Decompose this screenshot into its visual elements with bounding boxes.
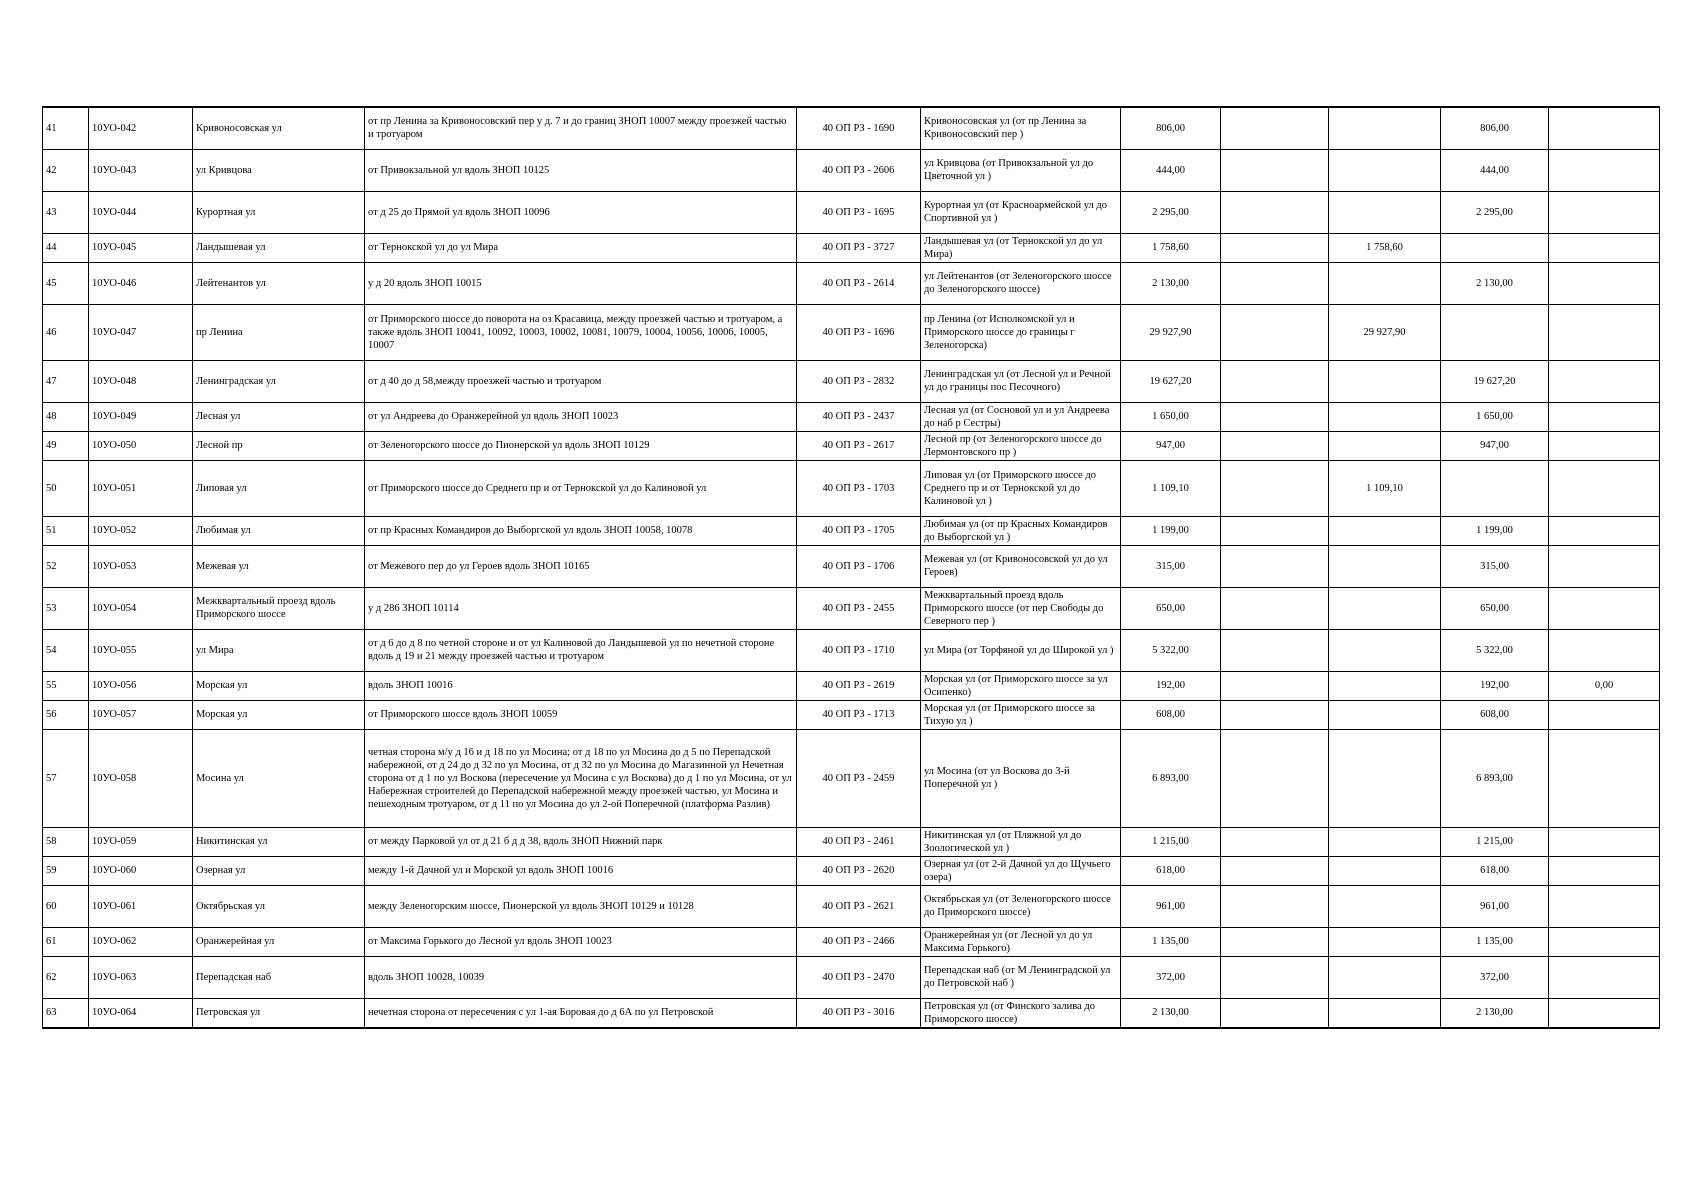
value-column-1 bbox=[1221, 729, 1329, 827]
route-description: вдоль ЗНОП 10016 bbox=[365, 671, 797, 700]
value-column-3: 961,00 bbox=[1441, 885, 1549, 927]
value-column-2 bbox=[1329, 360, 1441, 402]
value-column-3: 372,00 bbox=[1441, 956, 1549, 998]
registry-number: 40 ОП РЗ - 2832 bbox=[797, 360, 921, 402]
registry-number: 40 ОП РЗ - 2461 bbox=[797, 827, 921, 856]
value-column-3 bbox=[1441, 460, 1549, 516]
table-row bbox=[43, 545, 1660, 587]
length-value: 5 322,00 bbox=[1121, 629, 1221, 671]
length-value: 1 650,00 bbox=[1121, 402, 1221, 431]
row-number: 48 bbox=[43, 402, 89, 431]
row-number: 44 bbox=[43, 233, 89, 262]
registry-number: 40 ОП РЗ - 1706 bbox=[797, 545, 921, 587]
row-number: 61 bbox=[43, 927, 89, 956]
registry-number: 40 ОП РЗ - 2619 bbox=[797, 671, 921, 700]
value-column-4 bbox=[1549, 233, 1660, 262]
value-column-2 bbox=[1329, 671, 1441, 700]
road-description: Морская ул (от Приморского шоссе за Тихую ул ) bbox=[921, 700, 1121, 729]
road-description: Межевая ул (от Кривоносовской ул до ул Героев) bbox=[921, 545, 1121, 587]
value-column-1 bbox=[1221, 671, 1329, 700]
street-name: Межевая ул bbox=[193, 545, 365, 587]
road-description: пр Ленина (от Исполкомской ул и Приморского шоссе до границы г Зеленогорска) bbox=[921, 304, 1121, 360]
length-value: 806,00 bbox=[1121, 107, 1221, 149]
table-row bbox=[43, 729, 1660, 827]
row-number: 54 bbox=[43, 629, 89, 671]
street-name: Ландышевая ул bbox=[193, 233, 365, 262]
row-number: 57 bbox=[43, 729, 89, 827]
street-name: Лейтенантов ул bbox=[193, 262, 365, 304]
length-value: 1 199,00 bbox=[1121, 516, 1221, 545]
road-description: ул Мира (от Торфяной ул до Широкой ул ) bbox=[921, 629, 1121, 671]
table-row bbox=[43, 516, 1660, 545]
value-column-3: 1 215,00 bbox=[1441, 827, 1549, 856]
object-code: 10УО-055 bbox=[89, 629, 193, 671]
value-column-4 bbox=[1549, 149, 1660, 191]
row-number: 58 bbox=[43, 827, 89, 856]
registry-number: 40 ОП РЗ - 2470 bbox=[797, 956, 921, 998]
value-column-3: 806,00 bbox=[1441, 107, 1549, 149]
registry-number: 40 ОП РЗ - 1710 bbox=[797, 629, 921, 671]
street-name: Липовая ул bbox=[193, 460, 365, 516]
route-description: от пр Ленина за Кривоносовский пер у д. 7 и до границ ЗНОП 10007 между проезжей частью и тротуаром bbox=[365, 107, 797, 149]
value-column-1 bbox=[1221, 827, 1329, 856]
street-name: Мосина ул bbox=[193, 729, 365, 827]
table-row bbox=[43, 262, 1660, 304]
value-column-2 bbox=[1329, 956, 1441, 998]
value-column-4 bbox=[1549, 998, 1660, 1028]
value-column-4 bbox=[1549, 360, 1660, 402]
row-number: 59 bbox=[43, 856, 89, 885]
table-row bbox=[43, 191, 1660, 233]
street-name: Лесной пр bbox=[193, 431, 365, 460]
object-code: 10УО-052 bbox=[89, 516, 193, 545]
value-column-2 bbox=[1329, 856, 1441, 885]
value-column-1 bbox=[1221, 587, 1329, 629]
value-column-3 bbox=[1441, 304, 1549, 360]
table-row bbox=[43, 431, 1660, 460]
street-name: Лесная ул bbox=[193, 402, 365, 431]
value-column-3: 947,00 bbox=[1441, 431, 1549, 460]
value-column-3: 1 135,00 bbox=[1441, 927, 1549, 956]
route-description: от Приморского шоссе до поворота на оз Красавица, между проезжей частью и тротуаром, а также вдоль ЗНОП 10041, 10092, 10003, 10002, 10081, 10079, 10004, 10056, 10006, 10005, 10007 bbox=[365, 304, 797, 360]
route-description: между 1-й Дачной ул и Морской ул вдоль ЗНОП 10016 bbox=[365, 856, 797, 885]
value-column-2 bbox=[1329, 700, 1441, 729]
route-description: от д 40 до д 58,между проезжей частью и тротуаром bbox=[365, 360, 797, 402]
object-code: 10УО-063 bbox=[89, 956, 193, 998]
road-description: Кривоносовская ул (от пр Ленина за Кривоносовский пер ) bbox=[921, 107, 1121, 149]
value-column-4 bbox=[1549, 856, 1660, 885]
value-column-3: 315,00 bbox=[1441, 545, 1549, 587]
value-column-1 bbox=[1221, 545, 1329, 587]
value-column-1 bbox=[1221, 516, 1329, 545]
road-description: Оранжерейная ул (от Лесной ул до ул Максима Горького) bbox=[921, 927, 1121, 956]
value-column-2 bbox=[1329, 587, 1441, 629]
registry-number: 40 ОП РЗ - 1705 bbox=[797, 516, 921, 545]
route-description: от между Парковой ул от д 21 б д д 38, вдоль ЗНОП Нижний парк bbox=[365, 827, 797, 856]
value-column-2 bbox=[1329, 107, 1441, 149]
road-description: Морская ул (от Приморского шоссе за ул Осипенко) bbox=[921, 671, 1121, 700]
object-code: 10УО-050 bbox=[89, 431, 193, 460]
length-value: 444,00 bbox=[1121, 149, 1221, 191]
value-column-1 bbox=[1221, 233, 1329, 262]
row-number: 55 bbox=[43, 671, 89, 700]
row-number: 47 bbox=[43, 360, 89, 402]
route-description: от Зеленогорского шоссе до Пионерской ул вдоль ЗНОП 10129 bbox=[365, 431, 797, 460]
value-column-2 bbox=[1329, 927, 1441, 956]
value-column-3 bbox=[1441, 233, 1549, 262]
value-column-1 bbox=[1221, 262, 1329, 304]
table-row bbox=[43, 998, 1660, 1028]
value-column-2 bbox=[1329, 402, 1441, 431]
registry-number: 40 ОП РЗ - 2437 bbox=[797, 402, 921, 431]
value-column-3: 2 130,00 bbox=[1441, 262, 1549, 304]
street-name: Никитинская ул bbox=[193, 827, 365, 856]
value-column-1 bbox=[1221, 402, 1329, 431]
route-description: от Приморского шоссе вдоль ЗНОП 10059 bbox=[365, 700, 797, 729]
value-column-4 bbox=[1549, 927, 1660, 956]
road-description: Ландышевая ул (от Тернокской ул до ул Мира) bbox=[921, 233, 1121, 262]
registry-number: 40 ОП РЗ - 2455 bbox=[797, 587, 921, 629]
value-column-1 bbox=[1221, 885, 1329, 927]
table-row bbox=[43, 460, 1660, 516]
row-number: 60 bbox=[43, 885, 89, 927]
object-code: 10УО-058 bbox=[89, 729, 193, 827]
object-code: 10УО-056 bbox=[89, 671, 193, 700]
road-description: Любимая ул (от пр Красных Командиров до Выборгской ул ) bbox=[921, 516, 1121, 545]
value-column-2 bbox=[1329, 998, 1441, 1028]
value-column-4 bbox=[1549, 827, 1660, 856]
object-code: 10УО-057 bbox=[89, 700, 193, 729]
value-column-1 bbox=[1221, 107, 1329, 149]
table-row bbox=[43, 856, 1660, 885]
length-value: 2 130,00 bbox=[1121, 998, 1221, 1028]
street-name: Петровская ул bbox=[193, 998, 365, 1028]
length-value: 372,00 bbox=[1121, 956, 1221, 998]
street-name: пр Ленина bbox=[193, 304, 365, 360]
value-column-2 bbox=[1329, 827, 1441, 856]
road-description: ул Мосина (от ул Воскова до 3-й Поперечной ул ) bbox=[921, 729, 1121, 827]
value-column-3: 2 295,00 bbox=[1441, 191, 1549, 233]
street-name: Морская ул bbox=[193, 671, 365, 700]
value-column-1 bbox=[1221, 360, 1329, 402]
table-row bbox=[43, 700, 1660, 729]
value-column-4 bbox=[1549, 587, 1660, 629]
value-column-2 bbox=[1329, 516, 1441, 545]
value-column-4 bbox=[1549, 191, 1660, 233]
value-column-2 bbox=[1329, 885, 1441, 927]
street-name: ул Кривцова bbox=[193, 149, 365, 191]
road-description: ул Кривцова (от Привокзальной ул до Цветочной ул ) bbox=[921, 149, 1121, 191]
value-column-4 bbox=[1549, 402, 1660, 431]
registry-number: 40 ОП РЗ - 1703 bbox=[797, 460, 921, 516]
road-description: Ленинградская ул (от Лесной ул и Речной ул до границы пос Песочного) bbox=[921, 360, 1121, 402]
table-row bbox=[43, 304, 1660, 360]
value-column-1 bbox=[1221, 856, 1329, 885]
route-description: от ул Андреева до Оранжерейной ул вдоль ЗНОП 10023 bbox=[365, 402, 797, 431]
value-column-3: 650,00 bbox=[1441, 587, 1549, 629]
value-column-3: 1 650,00 bbox=[1441, 402, 1549, 431]
object-code: 10УО-059 bbox=[89, 827, 193, 856]
value-column-3: 192,00 bbox=[1441, 671, 1549, 700]
value-column-4 bbox=[1549, 956, 1660, 998]
row-number: 42 bbox=[43, 149, 89, 191]
route-description: от Тернокской ул до ул Мира bbox=[365, 233, 797, 262]
object-code: 10УО-049 bbox=[89, 402, 193, 431]
street-name: Межквартальный проезд вдоль Приморского шоссе bbox=[193, 587, 365, 629]
road-description: Озерная ул (от 2-й Дачной ул до Щучьего озера) bbox=[921, 856, 1121, 885]
row-number: 53 bbox=[43, 587, 89, 629]
table-row bbox=[43, 956, 1660, 998]
route-description: между Зеленогорским шоссе, Пионерской ул вдоль ЗНОП 10129 и 10128 bbox=[365, 885, 797, 927]
table-row bbox=[43, 587, 1660, 629]
table-row bbox=[43, 402, 1660, 431]
length-value: 6 893,00 bbox=[1121, 729, 1221, 827]
value-column-3: 5 322,00 bbox=[1441, 629, 1549, 671]
value-column-2 bbox=[1329, 262, 1441, 304]
object-code: 10УО-054 bbox=[89, 587, 193, 629]
route-description: вдоль ЗНОП 10028, 10039 bbox=[365, 956, 797, 998]
registry-number: 40 ОП РЗ - 3016 bbox=[797, 998, 921, 1028]
street-name: Октябрьская ул bbox=[193, 885, 365, 927]
value-column-1 bbox=[1221, 956, 1329, 998]
route-description: от Приморского шоссе до Среднего пр и от Тернокской ул до Калиновой ул bbox=[365, 460, 797, 516]
table-body bbox=[43, 107, 1660, 1028]
object-code: 10УО-045 bbox=[89, 233, 193, 262]
value-column-4 bbox=[1549, 700, 1660, 729]
length-value: 2 130,00 bbox=[1121, 262, 1221, 304]
value-column-2 bbox=[1329, 629, 1441, 671]
length-value: 29 927,90 bbox=[1121, 304, 1221, 360]
table-row bbox=[43, 360, 1660, 402]
value-column-2: 29 927,90 bbox=[1329, 304, 1441, 360]
route-description: от д 25 до Прямой ул вдоль ЗНОП 10096 bbox=[365, 191, 797, 233]
value-column-1 bbox=[1221, 149, 1329, 191]
value-column-3: 608,00 bbox=[1441, 700, 1549, 729]
value-column-2 bbox=[1329, 431, 1441, 460]
value-column-1 bbox=[1221, 460, 1329, 516]
value-column-2: 1 109,10 bbox=[1329, 460, 1441, 516]
registry-number: 40 ОП РЗ - 1695 bbox=[797, 191, 921, 233]
value-column-4 bbox=[1549, 729, 1660, 827]
registry-number: 40 ОП РЗ - 2617 bbox=[797, 431, 921, 460]
row-number: 50 bbox=[43, 460, 89, 516]
route-description: у д 286 ЗНОП 10114 bbox=[365, 587, 797, 629]
value-column-2 bbox=[1329, 191, 1441, 233]
value-column-1 bbox=[1221, 700, 1329, 729]
street-name: Любимая ул bbox=[193, 516, 365, 545]
value-column-2 bbox=[1329, 729, 1441, 827]
value-column-2 bbox=[1329, 149, 1441, 191]
value-column-4 bbox=[1549, 516, 1660, 545]
street-name: Ленинградская ул bbox=[193, 360, 365, 402]
route-description: от Максима Горького до Лесной ул вдоль ЗНОП 10023 bbox=[365, 927, 797, 956]
value-column-4 bbox=[1549, 304, 1660, 360]
value-column-4 bbox=[1549, 262, 1660, 304]
value-column-1 bbox=[1221, 191, 1329, 233]
value-column-1 bbox=[1221, 431, 1329, 460]
value-column-4: 0,00 bbox=[1549, 671, 1660, 700]
length-value: 1 109,10 bbox=[1121, 460, 1221, 516]
road-description: Перепадская наб (от М Ленинградской ул до Петровской наб ) bbox=[921, 956, 1121, 998]
value-column-2: 1 758,60 bbox=[1329, 233, 1441, 262]
value-column-4 bbox=[1549, 460, 1660, 516]
table-row bbox=[43, 149, 1660, 191]
object-code: 10УО-061 bbox=[89, 885, 193, 927]
table-row bbox=[43, 107, 1660, 149]
registry-number: 40 ОП РЗ - 2620 bbox=[797, 856, 921, 885]
value-column-1 bbox=[1221, 927, 1329, 956]
street-name: Морская ул bbox=[193, 700, 365, 729]
row-number: 49 bbox=[43, 431, 89, 460]
street-name: ул Мира bbox=[193, 629, 365, 671]
registry-number: 40 ОП РЗ - 1713 bbox=[797, 700, 921, 729]
registry-number: 40 ОП РЗ - 2459 bbox=[797, 729, 921, 827]
value-column-1 bbox=[1221, 998, 1329, 1028]
table-row bbox=[43, 233, 1660, 262]
registry-number: 40 ОП РЗ - 2614 bbox=[797, 262, 921, 304]
object-code: 10УО-062 bbox=[89, 927, 193, 956]
row-number: 56 bbox=[43, 700, 89, 729]
length-value: 1 215,00 bbox=[1121, 827, 1221, 856]
object-code: 10УО-048 bbox=[89, 360, 193, 402]
value-column-3: 444,00 bbox=[1441, 149, 1549, 191]
street-name: Озерная ул bbox=[193, 856, 365, 885]
row-number: 45 bbox=[43, 262, 89, 304]
length-value: 315,00 bbox=[1121, 545, 1221, 587]
length-value: 19 627,20 bbox=[1121, 360, 1221, 402]
value-column-3: 618,00 bbox=[1441, 856, 1549, 885]
length-value: 1 135,00 bbox=[1121, 927, 1221, 956]
value-column-4 bbox=[1549, 885, 1660, 927]
value-column-4 bbox=[1549, 107, 1660, 149]
object-code: 10УО-051 bbox=[89, 460, 193, 516]
value-column-4 bbox=[1549, 629, 1660, 671]
road-description: Никитинская ул (от Пляжной ул до Зоологической ул ) bbox=[921, 827, 1121, 856]
value-column-1 bbox=[1221, 304, 1329, 360]
length-value: 608,00 bbox=[1121, 700, 1221, 729]
registry-number: 40 ОП РЗ - 1690 bbox=[797, 107, 921, 149]
value-column-3: 2 130,00 bbox=[1441, 998, 1549, 1028]
road-description: Октябрьская ул (от Зеленогорского шоссе до Приморского шоссе) bbox=[921, 885, 1121, 927]
row-number: 51 bbox=[43, 516, 89, 545]
object-code: 10УО-046 bbox=[89, 262, 193, 304]
street-name: Оранжерейная ул bbox=[193, 927, 365, 956]
road-description: Петровская ул (от Финского залива до Приморского шоссе) bbox=[921, 998, 1121, 1028]
registry-number: 40 ОП РЗ - 3727 bbox=[797, 233, 921, 262]
row-number: 62 bbox=[43, 956, 89, 998]
value-column-3: 6 893,00 bbox=[1441, 729, 1549, 827]
table-row bbox=[43, 671, 1660, 700]
row-number: 63 bbox=[43, 998, 89, 1028]
registry-number: 40 ОП РЗ - 2466 bbox=[797, 927, 921, 956]
object-code: 10УО-044 bbox=[89, 191, 193, 233]
route-description: от Межевого пер до ул Героев вдоль ЗНОП 10165 bbox=[365, 545, 797, 587]
length-value: 2 295,00 bbox=[1121, 191, 1221, 233]
row-number: 46 bbox=[43, 304, 89, 360]
value-column-3: 1 199,00 bbox=[1441, 516, 1549, 545]
route-description: от Привокзальной ул вдоль ЗНОП 10125 bbox=[365, 149, 797, 191]
value-column-2 bbox=[1329, 545, 1441, 587]
register-table bbox=[42, 106, 1660, 1029]
object-code: 10УО-060 bbox=[89, 856, 193, 885]
object-code: 10УО-047 bbox=[89, 304, 193, 360]
length-value: 650,00 bbox=[1121, 587, 1221, 629]
road-description: Липовая ул (от Приморского шоссе до Среднего пр и от Тернокской ул до Калиновой ул ) bbox=[921, 460, 1121, 516]
row-number: 43 bbox=[43, 191, 89, 233]
value-column-4 bbox=[1549, 545, 1660, 587]
row-number: 41 bbox=[43, 107, 89, 149]
route-description: четная сторона м/у д 16 и д 18 по ул Мосина; от д 18 по ул Мосина до д 5 по Перепадской набережной, от д 24 до д 32 по ул Мосина, от д 32 по ул Мосина до Магазинной ул Нечетная сторона от д 1 по ул Воскова (пересечение ул Мосина с ул Воскова) до д 1 по ул Мосина, от ул Набережная строителей до Перепадской набережной между проезжей частью, ул Мосина и пешеходным тротуаром, от д 11 по ул Мосина до ул 2-ой Поперечной (платформа Разлив) bbox=[365, 729, 797, 827]
route-description: у д 20 вдоль ЗНОП 10015 bbox=[365, 262, 797, 304]
length-value: 947,00 bbox=[1121, 431, 1221, 460]
row-number: 52 bbox=[43, 545, 89, 587]
value-column-4 bbox=[1549, 431, 1660, 460]
route-description: нечетная сторона от пересечения с ул 1-ая Боровая до д 6А по ул Петровской bbox=[365, 998, 797, 1028]
object-code: 10УО-064 bbox=[89, 998, 193, 1028]
registry-number: 40 ОП РЗ - 2606 bbox=[797, 149, 921, 191]
length-value: 961,00 bbox=[1121, 885, 1221, 927]
registry-number: 40 ОП РЗ - 2621 bbox=[797, 885, 921, 927]
street-name: Кривоносовская ул bbox=[193, 107, 365, 149]
road-description: Лесной пр (от Зеленогорского шоссе до Лермонтовского пр ) bbox=[921, 431, 1121, 460]
object-code: 10УО-053 bbox=[89, 545, 193, 587]
street-name: Курортная ул bbox=[193, 191, 365, 233]
route-description: от пр Красных Командиров до Выборгской ул вдоль ЗНОП 10058, 10078 bbox=[365, 516, 797, 545]
street-name: Перепадская наб bbox=[193, 956, 365, 998]
road-description: Межквартальный проезд вдоль Приморского шоссе (от пер Свободы до Северного пер ) bbox=[921, 587, 1121, 629]
road-description: Лесная ул (от Сосновой ул и ул Андреева до наб р Сестры) bbox=[921, 402, 1121, 431]
length-value: 1 758,60 bbox=[1121, 233, 1221, 262]
registry-number: 40 ОП РЗ - 1696 bbox=[797, 304, 921, 360]
length-value: 618,00 bbox=[1121, 856, 1221, 885]
object-code: 10УО-042 bbox=[89, 107, 193, 149]
route-description: от д 6 до д 8 по четной стороне и от ул Калиновой до Ландышевой ул по нечетной стороне вдоль д 19 и 21 между проезжей частью и тротуаром bbox=[365, 629, 797, 671]
value-column-3: 19 627,20 bbox=[1441, 360, 1549, 402]
value-column-1 bbox=[1221, 629, 1329, 671]
object-code: 10УО-043 bbox=[89, 149, 193, 191]
road-description: ул Лейтенантов (от Зеленогорского шоссе до Зеленогорского шоссе) bbox=[921, 262, 1121, 304]
table-row bbox=[43, 885, 1660, 927]
table-row bbox=[43, 827, 1660, 856]
road-description: Курортная ул (от Красноармейской ул до Спортивной ул ) bbox=[921, 191, 1121, 233]
length-value: 192,00 bbox=[1121, 671, 1221, 700]
table-row bbox=[43, 629, 1660, 671]
table-row bbox=[43, 927, 1660, 956]
